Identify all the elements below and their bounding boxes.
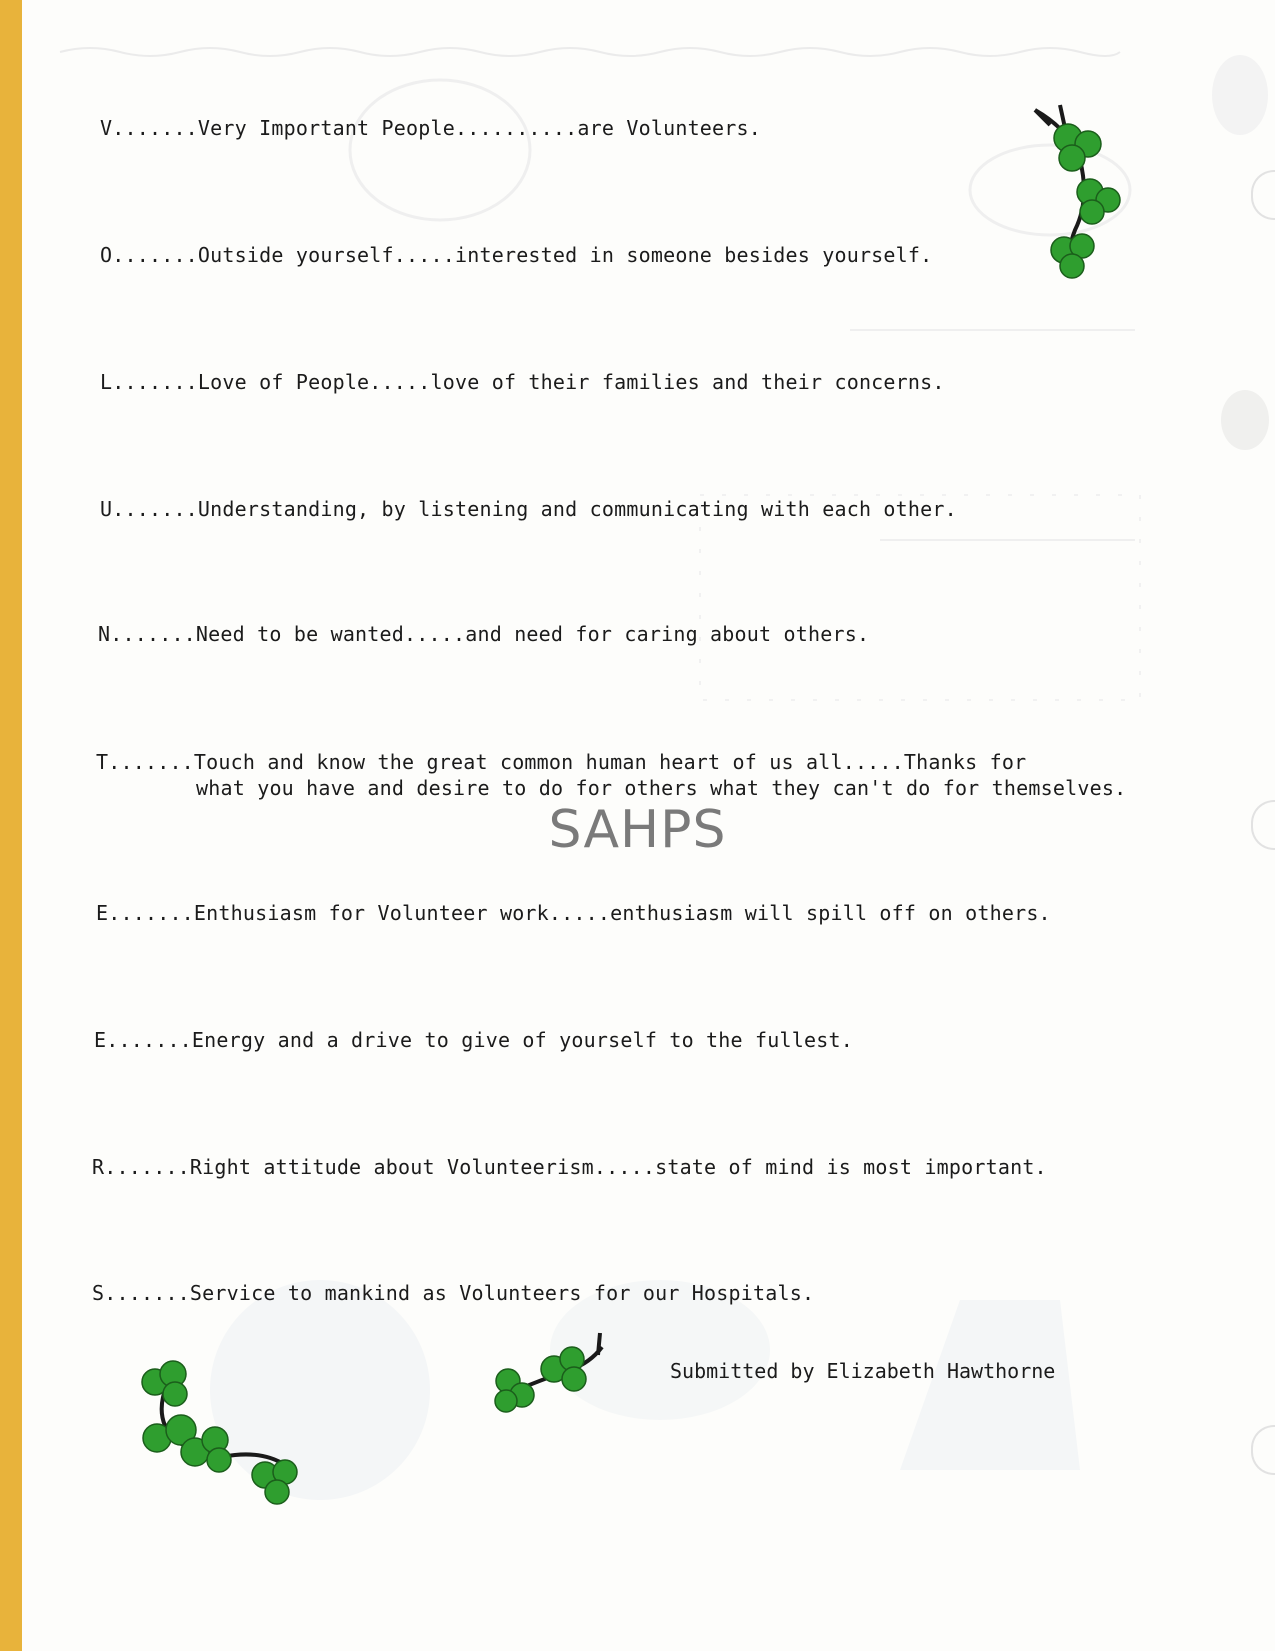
watermark: SAHPS <box>548 800 727 860</box>
acrostic-line-o: O.......Outside yourself.....interested in someone besides yourself. <box>100 243 933 267</box>
acrostic-line-t: T.......Touch and know the great common human heart of us all.....Thanks for <box>96 750 1027 774</box>
shamrock-icon <box>135 1360 305 1520</box>
shamrock-icon <box>1020 100 1130 280</box>
shamrock-icon <box>490 1325 620 1415</box>
acrostic-line-e2: E.......Energy and a drive to give of yourself to the fullest. <box>94 1028 853 1052</box>
signature: Submitted by Elizabeth Hawthorne <box>670 1359 1056 1383</box>
acrostic-line-u: U.......Understanding, by listening and communicating with each other. <box>100 497 957 521</box>
acrostic-line-n: N.......Need to be wanted.....and need for caring about others. <box>98 622 870 646</box>
acrostic-line-e1: E.......Enthusiasm for Volunteer work.....enthusiasm will spill off on others. <box>96 901 1051 925</box>
acrostic-line-v: V.......Very Important People..........are Volunteers. <box>100 116 762 140</box>
acrostic-line-l: L.......Love of People.....love of their families and their concerns. <box>100 370 945 394</box>
acrostic-line-r: R.......Right attitude about Volunteerism.....state of mind is most important. <box>92 1155 1047 1179</box>
acrostic-line-t-continuation: what you have and desire to do for others what they can't do for themselves. <box>196 776 1127 800</box>
acrostic-line-s: S.......Service to mankind as Volunteers for our Hospitals. <box>92 1281 815 1305</box>
